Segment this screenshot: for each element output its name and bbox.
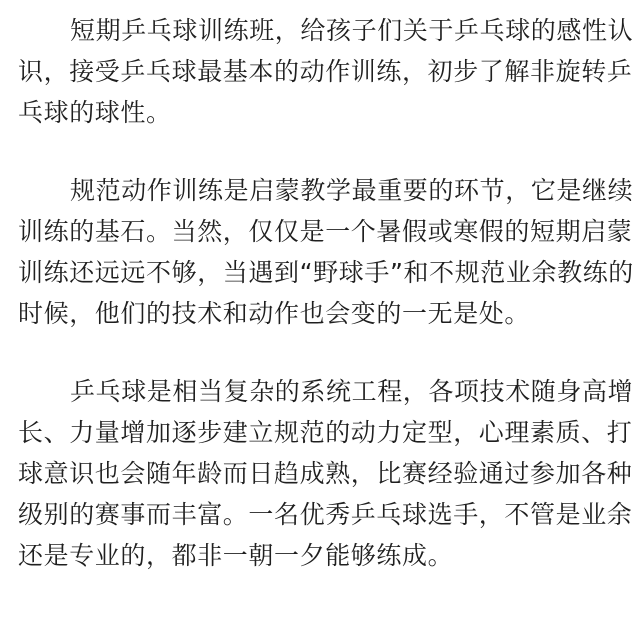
text-line: 还是专业的，都非一朝一夕能够练成。 (18, 541, 454, 570)
text-line: 识，接受乒乓球最基本的动作训练，初步了解非旋转乒 (18, 57, 633, 86)
text-line: 乓球的球性。 (18, 98, 172, 127)
text-line: 乒乓球是相当复杂的系统工程，各项技术随身高增 (70, 377, 634, 406)
text-line: 训练的基石。当然，仅仅是一个暑假或寒假的短期启蒙 (18, 217, 633, 246)
text-line: 规范动作训练是启蒙教学最重要的环节，它是继续 (70, 176, 634, 205)
text-line: 长、力量增加逐步建立规范的动力定型，心理素质、打 (18, 418, 633, 447)
paragraph-1 (18, 10, 634, 133)
text-line: 时候，他们的技术和动作也会变的一无是处。 (18, 299, 531, 328)
paragraph-2 (18, 170, 634, 334)
text-line: 训练还远远不够，当遇到“野球手”和不规范业余教练的 (18, 258, 634, 287)
text-line: 级别的赛事而丰富。一名优秀乒乓球选手，不管是业余 (18, 500, 633, 529)
paragraph-3 (18, 371, 634, 576)
text-line: 短期乒乓球训练班，给孩子们关于乒乓球的感性认 (70, 16, 634, 45)
text-line: 球意识也会随年龄而日趋成熟，比赛经验通过参加各种 (18, 459, 633, 488)
